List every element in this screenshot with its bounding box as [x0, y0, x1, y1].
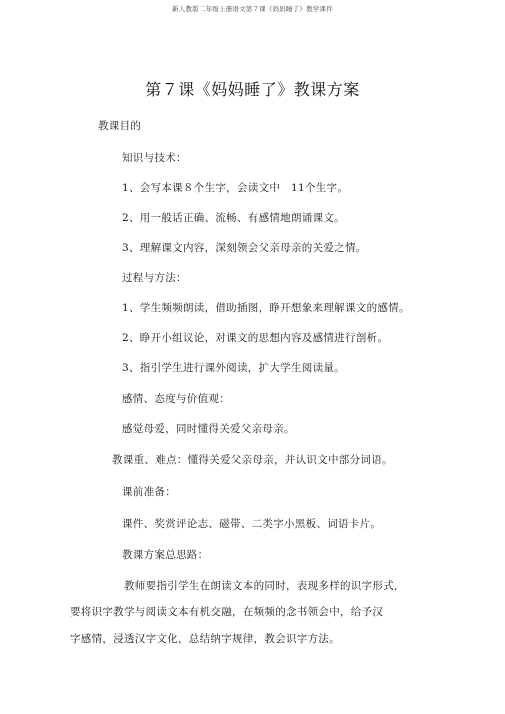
prep-heading: 课前准备： — [122, 486, 176, 498]
overview-heading: 教课方案总思路： — [122, 549, 209, 561]
process-heading: 过程与方法： — [122, 272, 187, 284]
overview-line-1: 教师要指引学生在朗读文本的同时，表现多样的识字形式， — [124, 580, 405, 592]
overview-line-2: 要将识字教学与阅读文本有机交融，在频频的念书领会中，给予汉 — [70, 606, 384, 618]
running-header: 新人教版二年级上册语文第７课《妈妈睡了》教学课件 — [172, 5, 333, 13]
objectives-heading: 教课目的 — [98, 120, 142, 132]
attitude-text: 感觉母爱，同时懂得关爱父亲母亲。 — [122, 423, 295, 435]
overview-line-3: 字感情，浸透汉字文化，总结纳字规律，教会识字方法。 — [70, 633, 340, 645]
prep-text: 课件、奖赏评论志、磁带、二类字小黑板、词语卡片。 — [122, 518, 382, 530]
key-points: 教课重、难点：懂得关爱父亲母亲，并认识文中部分词语。 — [112, 454, 393, 466]
process-item-2: 2、睁开小组议论，对课文的思想内容及感情进行剖析。 — [122, 332, 389, 344]
knowledge-item-2: 2、用一般话正确、流畅、有感情地朗诵课文。 — [122, 212, 345, 224]
attitude-heading: 感情、态度与价值观： — [122, 393, 230, 405]
process-item-3: 3、指引学生进行课外阅读，扩大学生阅读量。 — [122, 362, 345, 374]
knowledge-item-3: 3、理解课文内容，深刻领会父亲母亲的关爱之情。 — [122, 242, 367, 254]
knowledge-heading: 知识与技术： — [122, 152, 187, 164]
document-title: 第７课《妈妈睡了》教课方案 — [145, 80, 360, 99]
process-item-1: 1、学生频频朗读，借助插图，睁开想象来理解课文的感情。 — [122, 302, 410, 314]
knowledge-item-1: 1、会写本课８个生字，会读文中 11个生字。 — [122, 182, 349, 194]
